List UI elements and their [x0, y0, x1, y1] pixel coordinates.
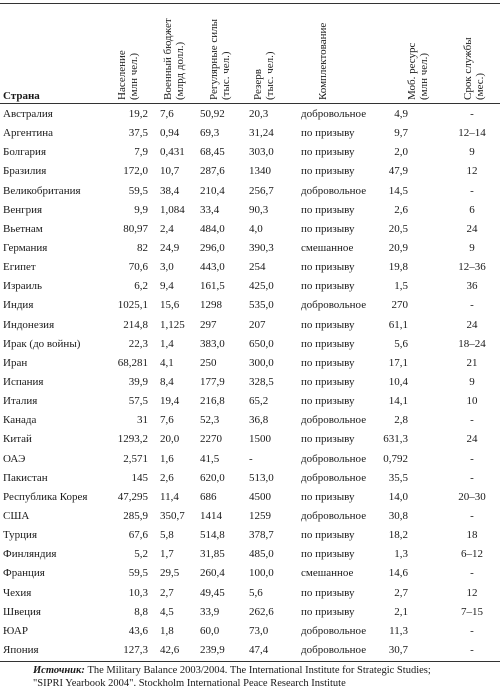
cell-mobilization: 61,1 [388, 318, 408, 331]
table-row [0, 373, 500, 392]
cell-recruitment: по призыву [301, 375, 355, 388]
cell-population: 145 [131, 471, 148, 484]
cell-service: 6 [469, 203, 475, 216]
cell-budget: 3,0 [160, 261, 174, 274]
table-row [0, 182, 500, 201]
cell-mobilization: 2,1 [394, 605, 408, 618]
cell-country: Испания [3, 375, 44, 388]
cell-service: 36 [466, 280, 478, 293]
cell-population: 214,8 [123, 318, 148, 331]
cell-population: 2,571 [123, 452, 148, 465]
cell-mobilization: 1,5 [394, 280, 408, 293]
header-population-unit: (млн чел.) [128, 52, 140, 100]
cell-budget: 0,431 [160, 146, 185, 159]
cell-regular: 443,0 [200, 261, 225, 274]
cell-country: Аргентина [3, 127, 54, 140]
cell-regular: 41,5 [200, 452, 220, 465]
cell-reserve: 207 [249, 318, 266, 331]
cell-regular: 216,8 [200, 395, 225, 408]
header-service: Срок службы [462, 37, 474, 100]
cell-recruitment: добровольное [301, 414, 367, 427]
cell-country: Финляндия [3, 548, 57, 561]
cell-country: Ирак (до войны) [3, 337, 81, 350]
cell-reserve: 300,0 [249, 356, 274, 369]
cell-service: 9 [469, 375, 475, 388]
cell-mobilization: 14,0 [388, 490, 408, 503]
cell-population: 37,5 [128, 127, 148, 140]
cell-mobilization: 10,4 [388, 375, 408, 388]
cell-budget: 24,9 [160, 241, 180, 254]
cell-country: Германия [3, 241, 48, 254]
cell-mobilization: 47,9 [388, 165, 408, 178]
cell-reserve: 256,7 [249, 184, 274, 197]
cell-budget: 9,4 [160, 280, 174, 293]
cell-regular: 239,9 [200, 643, 225, 656]
cell-reserve: 378,7 [249, 529, 274, 542]
cell-budget: 19,4 [160, 395, 180, 408]
header-regular: Регулярные силы [208, 19, 220, 100]
cell-mobilization: 17,1 [388, 356, 408, 369]
cell-recruitment: добровольное [301, 184, 367, 197]
cell-reserve: 100,0 [249, 567, 274, 580]
cell-reserve: - [249, 452, 253, 465]
cell-reserve: 1340 [249, 165, 271, 178]
table-row [0, 335, 500, 354]
cell-mobilization: 20,9 [388, 241, 408, 254]
cell-reserve: 65,2 [249, 395, 269, 408]
cell-reserve: 535,0 [249, 299, 274, 312]
cell-recruitment: по призыву [301, 261, 355, 274]
cell-country: Япония [3, 643, 39, 656]
cell-reserve: 262,6 [249, 605, 274, 618]
cell-reserve: 1259 [249, 509, 271, 522]
cell-regular: 161,5 [200, 280, 225, 293]
cell-budget: 350,7 [160, 509, 185, 522]
cell-recruitment: добровольное [301, 509, 367, 522]
cell-service: - [470, 452, 474, 465]
cell-recruitment: по призыву [301, 127, 355, 140]
cell-budget: 11,4 [160, 490, 179, 503]
cell-recruitment: по призыву [301, 337, 355, 350]
table-row [0, 239, 500, 258]
cell-population: 43,6 [128, 624, 148, 637]
cell-country: Болгария [3, 146, 47, 159]
cell-country: Китай [3, 433, 32, 446]
cell-regular: 50,92 [200, 108, 225, 120]
cell-regular: 69,3 [200, 127, 220, 140]
header-population: Население [116, 50, 128, 100]
cell-service: - [470, 414, 474, 427]
cell-population: 68,281 [117, 356, 148, 369]
cell-regular: 33,4 [200, 203, 220, 216]
cell-regular: 68,45 [200, 146, 225, 159]
header-bottom-rule [0, 103, 500, 104]
header-regular-unit: (тыс. чел.) [220, 51, 232, 100]
table-row [0, 258, 500, 277]
cell-budget: 15,6 [160, 299, 180, 312]
cell-service: 10 [466, 395, 478, 408]
source-label: Источник: [33, 665, 85, 676]
cell-reserve: 513,0 [249, 471, 274, 484]
cell-population: 10,3 [128, 586, 148, 599]
cell-country: Франция [3, 567, 45, 580]
cell-regular: 210,4 [200, 184, 225, 197]
cell-service: 7–15 [461, 605, 483, 618]
source-note [33, 664, 431, 690]
cell-reserve: 425,0 [249, 280, 274, 293]
cell-country: Индонезия [3, 318, 55, 331]
cell-regular: 686 [200, 490, 217, 503]
cell-budget: 8,4 [160, 375, 174, 388]
cell-population: 67,6 [128, 529, 148, 542]
cell-recruitment: добровольное [301, 471, 367, 484]
cell-service: - [470, 509, 474, 522]
cell-budget: 1,125 [160, 318, 185, 331]
cell-reserve: 303,0 [249, 146, 274, 159]
cell-regular: 49,45 [200, 586, 225, 599]
table-bottom-rule [0, 661, 500, 662]
table-row [0, 143, 500, 162]
cell-recruitment: по призыву [301, 586, 355, 599]
cell-service: 12–14 [458, 127, 486, 140]
cell-country: Индия [3, 299, 34, 312]
table-row [0, 469, 500, 488]
cell-budget: 1,084 [160, 203, 185, 216]
table-row [0, 220, 500, 239]
cell-reserve: 1500 [249, 433, 271, 446]
cell-recruitment: добровольное [301, 452, 367, 465]
table-row [0, 354, 500, 373]
cell-reserve: 4500 [249, 490, 271, 503]
table-top-rule [0, 3, 500, 4]
table-row [0, 296, 500, 315]
cell-service: - [470, 643, 474, 656]
cell-country: Италия [3, 395, 38, 408]
cell-mobilization: 19,8 [388, 261, 408, 274]
cell-population: 6,2 [134, 280, 148, 293]
cell-recruitment: по призыву [301, 356, 355, 369]
cell-population: 1293,2 [117, 433, 148, 446]
cell-recruitment: по призыву [301, 203, 355, 216]
cell-country: Израиль [3, 280, 43, 293]
table-row [0, 430, 500, 449]
cell-population: 8,8 [134, 605, 148, 618]
cell-country: Египет [3, 261, 36, 274]
cell-population: 19,2 [128, 108, 148, 120]
cell-budget: 42,6 [160, 643, 180, 656]
cell-mobilization: 631,3 [383, 433, 408, 446]
cell-recruitment: по призыву [301, 395, 355, 408]
header-budget-unit: (млрд долл.) [174, 41, 186, 100]
cell-service: - [470, 471, 474, 484]
cell-population: 80,97 [123, 222, 148, 235]
cell-mobilization: 11,3 [389, 624, 408, 637]
cell-regular: 383,0 [200, 337, 225, 350]
cell-reserve: 485,0 [249, 548, 274, 561]
cell-budget: 1,4 [160, 337, 174, 350]
source-line-1: The Military Balance 2003/2004. The International Institute for Strategic Studies; [87, 665, 431, 676]
cell-recruitment: добровольное [301, 108, 367, 120]
cell-service: 24 [466, 222, 478, 235]
cell-regular: 60,0 [200, 624, 220, 637]
cell-reserve: 90,3 [249, 203, 269, 216]
cell-reserve: 36,8 [249, 414, 269, 427]
cell-service: 9 [469, 146, 475, 159]
cell-regular: 296,0 [200, 241, 225, 254]
cell-population: 1025,1 [117, 299, 148, 312]
cell-service: 6–12 [461, 548, 483, 561]
cell-mobilization: 0,792 [383, 452, 408, 465]
cell-mobilization: 4,9 [394, 108, 408, 120]
cell-budget: 29,5 [160, 567, 180, 580]
header-reserve: Резерв [252, 69, 264, 100]
cell-regular: 52,3 [200, 414, 220, 427]
table-row [0, 545, 500, 564]
cell-country: Пакистан [3, 471, 48, 484]
cell-recruitment: по призыву [301, 529, 355, 542]
cell-budget: 4,1 [160, 356, 174, 369]
cell-recruitment: по призыву [301, 490, 355, 503]
cell-population: 39,9 [128, 375, 148, 388]
header-budget: Военный бюджет [162, 18, 174, 100]
cell-recruitment: добровольное [301, 299, 367, 312]
table-row [0, 277, 500, 296]
cell-service: 18 [466, 529, 478, 542]
cell-mobilization: 14,6 [388, 567, 408, 580]
cell-recruitment: по призыву [301, 165, 355, 178]
cell-regular: 177,9 [200, 375, 225, 388]
source-line-2: "SIPRI Yearbook 2004". Stockholm International Peace Research Institute [33, 678, 346, 689]
cell-reserve: 254 [249, 261, 266, 274]
cell-recruitment: по призыву [301, 548, 355, 561]
header-reserve-unit: (тыс. чел.) [264, 51, 276, 100]
cell-population: 47,295 [117, 490, 148, 503]
cell-country: США [3, 509, 30, 522]
table-row [0, 488, 500, 507]
cell-regular: 287,6 [200, 165, 225, 178]
table-row [0, 564, 500, 583]
cell-population: 59,5 [128, 184, 148, 197]
cell-reserve: 31,24 [249, 127, 274, 140]
cell-mobilization: 30,8 [388, 509, 408, 522]
cell-population: 57,5 [128, 395, 148, 408]
cell-reserve: 390,3 [249, 241, 274, 254]
cell-reserve: 20,3 [249, 108, 269, 120]
cell-regular: 514,8 [200, 529, 225, 542]
cell-reserve: 4,0 [249, 222, 263, 235]
cell-budget: 7,6 [160, 108, 174, 120]
cell-regular: 297 [200, 318, 217, 331]
cell-budget: 4,5 [160, 605, 174, 618]
cell-population: 9,9 [134, 203, 148, 216]
cell-country: Канада [3, 414, 37, 427]
table-row [0, 316, 500, 335]
cell-country: Бразилия [3, 165, 47, 178]
cell-recruitment: по призыву [301, 280, 355, 293]
cell-service: - [470, 184, 474, 197]
table-row [0, 392, 500, 411]
cell-recruitment: добровольное [301, 624, 367, 637]
cell-country: Австралия [3, 108, 53, 120]
cell-service: - [470, 624, 474, 637]
header-service-unit: (мес.) [474, 72, 486, 100]
header-mobilization-unit: (млн чел.) [418, 52, 430, 100]
cell-reserve: 5,6 [249, 586, 263, 599]
table-row [0, 603, 500, 622]
cell-population: 5,2 [134, 548, 148, 561]
cell-regular: 1414 [200, 509, 222, 522]
cell-country: Чехия [3, 586, 32, 599]
cell-mobilization: 20,5 [388, 222, 408, 235]
table-row [0, 450, 500, 469]
cell-service: 24 [466, 318, 478, 331]
cell-service: 20–30 [458, 490, 486, 503]
table-row [0, 507, 500, 526]
cell-recruitment: по призыву [301, 433, 355, 446]
cell-recruitment: по призыву [301, 222, 355, 235]
cell-country: Венгрия [3, 203, 43, 216]
cell-regular: 484,0 [200, 222, 225, 235]
cell-recruitment: по призыву [301, 605, 355, 618]
cell-service: - [470, 108, 474, 120]
cell-reserve: 47,4 [249, 643, 269, 656]
table-row [0, 622, 500, 641]
cell-budget: 10,7 [160, 165, 180, 178]
cell-budget: 2,7 [160, 586, 174, 599]
cell-country: Турция [3, 529, 38, 542]
cell-budget: 5,8 [160, 529, 174, 542]
cell-service: - [470, 567, 474, 580]
cell-population: 70,6 [128, 261, 148, 274]
cell-mobilization: 2,8 [394, 414, 408, 427]
cell-population: 285,9 [123, 509, 148, 522]
cell-budget: 0,94 [160, 127, 180, 140]
cell-population: 172,0 [123, 165, 148, 178]
cell-mobilization: 9,7 [394, 127, 408, 140]
cell-mobilization: 2,7 [394, 586, 408, 599]
cell-mobilization: 14,5 [388, 184, 408, 197]
cell-budget: 2,6 [160, 471, 174, 484]
cell-mobilization: 18,2 [388, 529, 408, 542]
cell-recruitment: по призыву [301, 146, 355, 159]
cell-budget: 20,0 [160, 433, 180, 446]
table-row [0, 105, 500, 124]
cell-regular: 250 [200, 356, 217, 369]
cell-service: - [470, 299, 474, 312]
header-recruitment: Комплектование [317, 22, 329, 100]
cell-reserve: 650,0 [249, 337, 274, 350]
cell-population: 22,3 [128, 337, 148, 350]
cell-budget: 2,4 [160, 222, 174, 235]
cell-mobilization: 2,6 [394, 203, 408, 216]
table-row [0, 411, 500, 430]
cell-population: 7,9 [134, 146, 148, 159]
table-row [0, 526, 500, 545]
table-row [0, 201, 500, 220]
table-row [0, 584, 500, 603]
cell-country: Вьетнам [3, 222, 43, 235]
cell-country: Швеция [3, 605, 41, 618]
cell-recruitment: добровольное [301, 643, 367, 656]
cell-mobilization: 35,5 [388, 471, 408, 484]
cell-regular: 260,4 [200, 567, 225, 580]
cell-recruitment: по призыву [301, 318, 355, 331]
cell-recruitment: смешанное [301, 241, 354, 254]
cell-regular: 31,85 [200, 548, 225, 561]
cell-mobilization: 14,1 [388, 395, 408, 408]
cell-country: Республика Корея [3, 490, 88, 503]
header-mobilization: Моб. ресурс [406, 42, 418, 100]
cell-regular: 2270 [200, 433, 222, 446]
table-row [0, 162, 500, 181]
table-row [0, 124, 500, 143]
cell-country: Иран [3, 356, 28, 369]
cell-service: 18–24 [458, 337, 486, 350]
cell-regular: 620,0 [200, 471, 225, 484]
header-country: Страна [3, 90, 40, 102]
cell-recruitment: смешанное [301, 567, 354, 580]
cell-budget: 38,4 [160, 184, 180, 197]
cell-budget: 1,6 [160, 452, 174, 465]
cell-mobilization: 5,6 [394, 337, 408, 350]
cell-service: 12–36 [458, 261, 486, 274]
cell-mobilization: 270 [391, 299, 408, 312]
cell-service: 9 [469, 241, 475, 254]
cell-population: 31 [137, 414, 148, 427]
cell-budget: 7,6 [160, 414, 174, 427]
cell-budget: 1,7 [160, 548, 174, 561]
cell-service: 24 [466, 433, 478, 446]
cell-country: Великобритания [3, 184, 81, 197]
cell-mobilization: 2,0 [394, 146, 408, 159]
table-row [0, 641, 500, 660]
cell-regular: 33,9 [200, 605, 220, 618]
cell-reserve: 73,0 [249, 624, 269, 637]
cell-budget: 1,8 [160, 624, 174, 637]
cell-country: ОАЭ [3, 452, 26, 465]
cell-service: 12 [466, 165, 478, 178]
cell-service: 12 [466, 586, 478, 599]
cell-reserve: 328,5 [249, 375, 274, 388]
cell-mobilization: 1,3 [394, 548, 408, 561]
cell-population: 59,5 [128, 567, 148, 580]
cell-regular: 1298 [200, 299, 222, 312]
cell-service: 21 [466, 356, 478, 369]
cell-country: ЮАР [3, 624, 28, 637]
cell-population: 82 [137, 241, 148, 254]
cell-population: 127,3 [123, 643, 148, 656]
cell-mobilization: 30,7 [388, 643, 408, 656]
